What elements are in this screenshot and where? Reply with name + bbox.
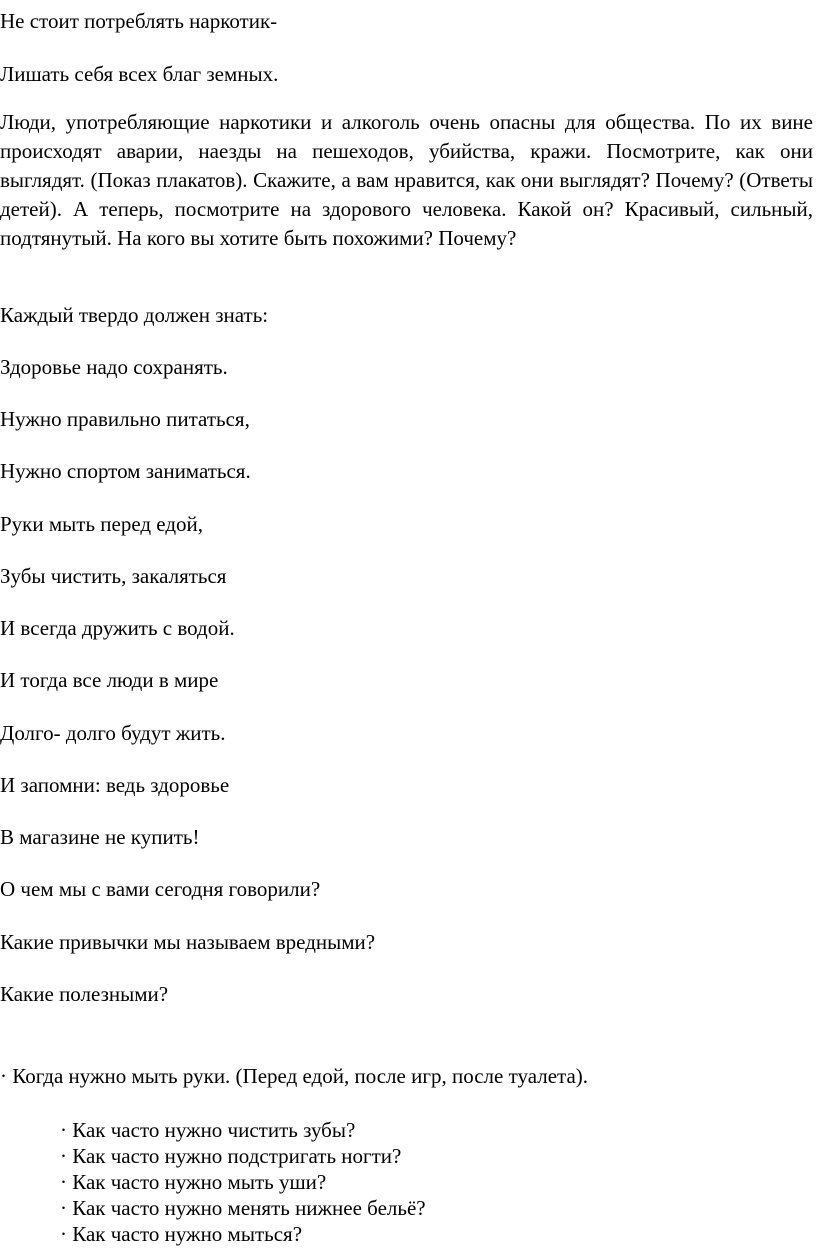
poem-line: Руки мыть перед едой,: [0, 512, 204, 536]
poem-line: Долго- долго будут жить.: [0, 721, 226, 745]
bullet-item: · Когда нужно мыть руки. (Перед едой, после игр, после туалета).: [0, 1064, 589, 1088]
poem-line: Здоровье надо сохранять.: [0, 355, 228, 379]
poem-line: И запомни: ведь здоровье: [0, 773, 230, 797]
paragraph: Люди, употребляющие наркотики и алкоголь очень опасны для общества. По их вине происходят аварии, наезды на пешеходов, убийства, кражи. Посмотрите, как они выглядят. (Показ плакатов). Скажите, а вам нравится, как они выглядят? Почему? (Ответы детей). А теперь, посмотрите на здорового человека. Какой он? Красивый, сильный, подтянутый. На кого вы хотите быть похожими? Почему?: [0, 110, 813, 250]
poem-line: Каждый твердо должен знать:: [0, 303, 269, 327]
sub-question: · Как часто нужно подстригать ногти?: [60, 1144, 402, 1168]
question-line: О чем мы с вами сегодня говорили?: [0, 877, 321, 901]
sub-question: · Как часто нужно чистить зубы?: [60, 1118, 356, 1142]
sub-question: · Как часто нужно мыться?: [60, 1222, 303, 1246]
sub-question: · Как часто нужно мыть уши?: [60, 1170, 327, 1194]
text-line: Не стоит потреблять наркотик-: [0, 9, 278, 33]
sub-question: · Как часто нужно менять нижнее бельё?: [60, 1196, 426, 1220]
poem-line: И всегда дружить с водой.: [0, 616, 235, 640]
question-line: Какие привычки мы называем вредными?: [0, 930, 376, 954]
poem-line: В магазине не купить!: [0, 825, 200, 849]
poem-line: И тогда все люди в мире: [0, 668, 219, 692]
text-line: Лишать себя всех благ земных.: [0, 62, 279, 86]
poem-line: Нужно спортом заниматься.: [0, 459, 251, 483]
question-line: Какие полезными?: [0, 982, 169, 1006]
poem-line: Нужно правильно питаться,: [0, 407, 250, 431]
poem-line: Зубы чистить, закаляться: [0, 564, 227, 588]
